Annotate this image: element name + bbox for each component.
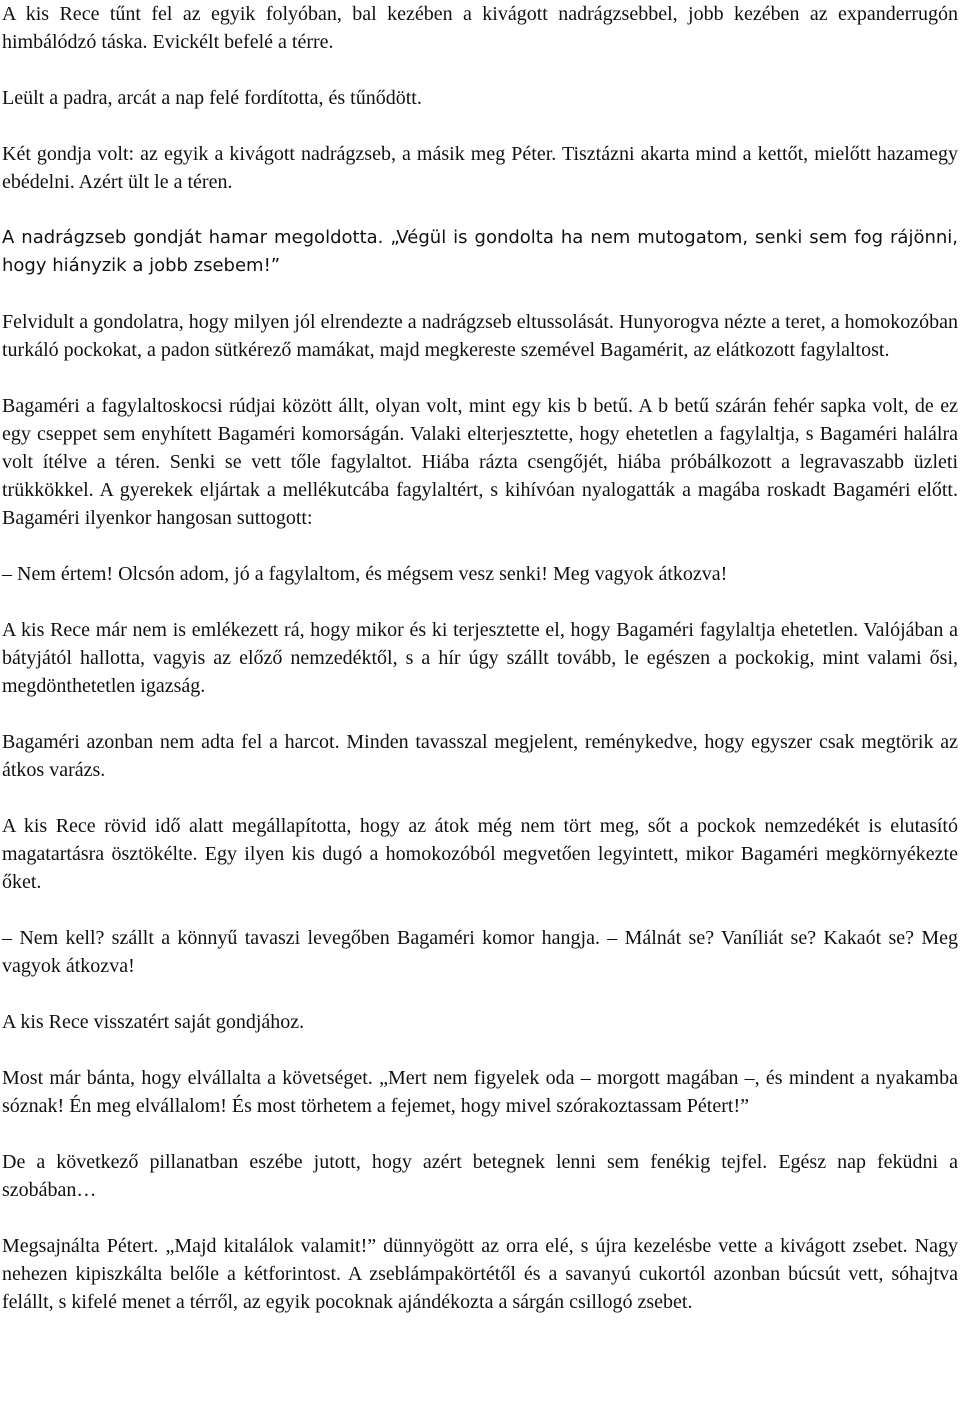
paragraph-10: A kis Rece rövid idő alatt megállapította, hogy az átok még nem tört meg, sőt a pockok nemzedékét is elutasító magatartásra ösztökélte. Egy ilyen kis dugó a homokozóból megvetően legyintett, mikor Bagaméri megkörnyékezte őket. xyxy=(2,815,958,893)
paragraph-6: Bagaméri a fagylaltoskocsi rúdjai között állt, olyan volt, mint egy kis b betű. A b betű szárán fehér sapka volt, de ez egy cseppet sem enyhített Bagaméri komorságán. Valaki elterjesztette, hogy ehetetlen a fagylaltja, s Bagaméri halálra volt ítélve a téren. Senki se vett tőle fagylaltot. Hiába rázta csengőjét, hiába próbálkozott a legravaszabb üzleti trükkökkel. A gyerekek eljártak a mellékutcába fagylaltért, s kihívóan nyalogatták a magába roskadt Bagaméri előtt. Bagaméri ilyenkor hangosan suttogott: xyxy=(2,395,958,529)
paragraph-11: – Nem kell? szállt a könnyű tavaszi levegőben Bagaméri komor hangja. – Málnát se? Vaníliát se? Kakaót se? Meg vagyok átkozva! xyxy=(2,927,958,977)
paragraph-1: A kis Rece tűnt fel az egyik folyóban, bal kezében a kivágott nadrágzsebbel, jobb kezében az expanderrugón himbálódzó táska. Evickélt befelé a térre. xyxy=(2,3,958,53)
paragraph-3: Két gondja volt: az egyik a kivágott nadrágzseb, a másik meg Péter. Tisztázni akarta mind a kettőt, mielőtt hazamegy ebédelni. Azért ült le a téren. xyxy=(2,143,958,193)
paragraph-4: A nadrágzseb gondját hamar megoldotta. „Végül is gondolta ha nem mutogatom, senki sem fog rájönni, hogy hiányzik a jobb zsebem!” xyxy=(2,227,958,276)
paragraph-14: De a következő pillanatban eszébe jutott, hogy azért betegnek lenni sem fenékig tejfel. Egész nap feküdni a szobában… xyxy=(2,1151,958,1201)
paragraph-5: Felvidult a gondolatra, hogy milyen jól elrendezte a nadrágzseb eltussolását. Hunyorogva nézte a teret, a homokozóban turkáló pockokat, a padon sütkérező mamákat, majd megkereste szemével Bagamérit, az elátkozott fagylaltost. xyxy=(2,311,958,361)
document-page xyxy=(2,0,958,1316)
paragraph-2: Leült a padra, arcát a nap felé fordította, és tűnődött. xyxy=(2,87,422,109)
paragraph-9: Bagaméri azonban nem adta fel a harcot. Minden tavasszal megjelent, reménykedve, hogy egyszer csak megtörik az átkos varázs. xyxy=(2,731,958,781)
paragraph-12: A kis Rece visszatért saját gondjához. xyxy=(2,1011,305,1033)
paragraph-15: Megsajnálta Pétert. „Majd kitalálok valamit!” dünnyögött az orra elé, s újra kezelésbe vette a kivágott zsebet. Nagy nehezen kipiszkálta belőle a kétforintost. A zseblámpakörtétől és a savanyú cukortól azonban búcsút vett, sóhajtva felállt, s kifelé menet a térről, az egyik pocoknak ajándékozta a sárgán csillogó zsebet. xyxy=(2,1235,958,1313)
paragraph-8: A kis Rece már nem is emlékezett rá, hogy mikor és ki terjesztette el, hogy Bagaméri fagylaltja ehetetlen. Valójában a bátyjától hallotta, vagyis az előző nemzedéktől, s a hír úgy szállt tovább, le egészen a pockokig, mint valami ősi, megdönthetetlen igazság. xyxy=(2,619,958,697)
paragraph-13: Most már bánta, hogy elvállalta a követséget. „Mert nem figyelek oda – morgott magában –, és mindent a nyakamba sóznak! Én meg elvállalom! És most törhetem a fejemet, hogy mivel szórakoztassam Pétert!” xyxy=(2,1067,958,1117)
paragraph-7: – Nem értem! Olcsón adom, jó a fagylaltom, és mégsem vesz senki! Meg vagyok átkozva! xyxy=(2,563,728,585)
